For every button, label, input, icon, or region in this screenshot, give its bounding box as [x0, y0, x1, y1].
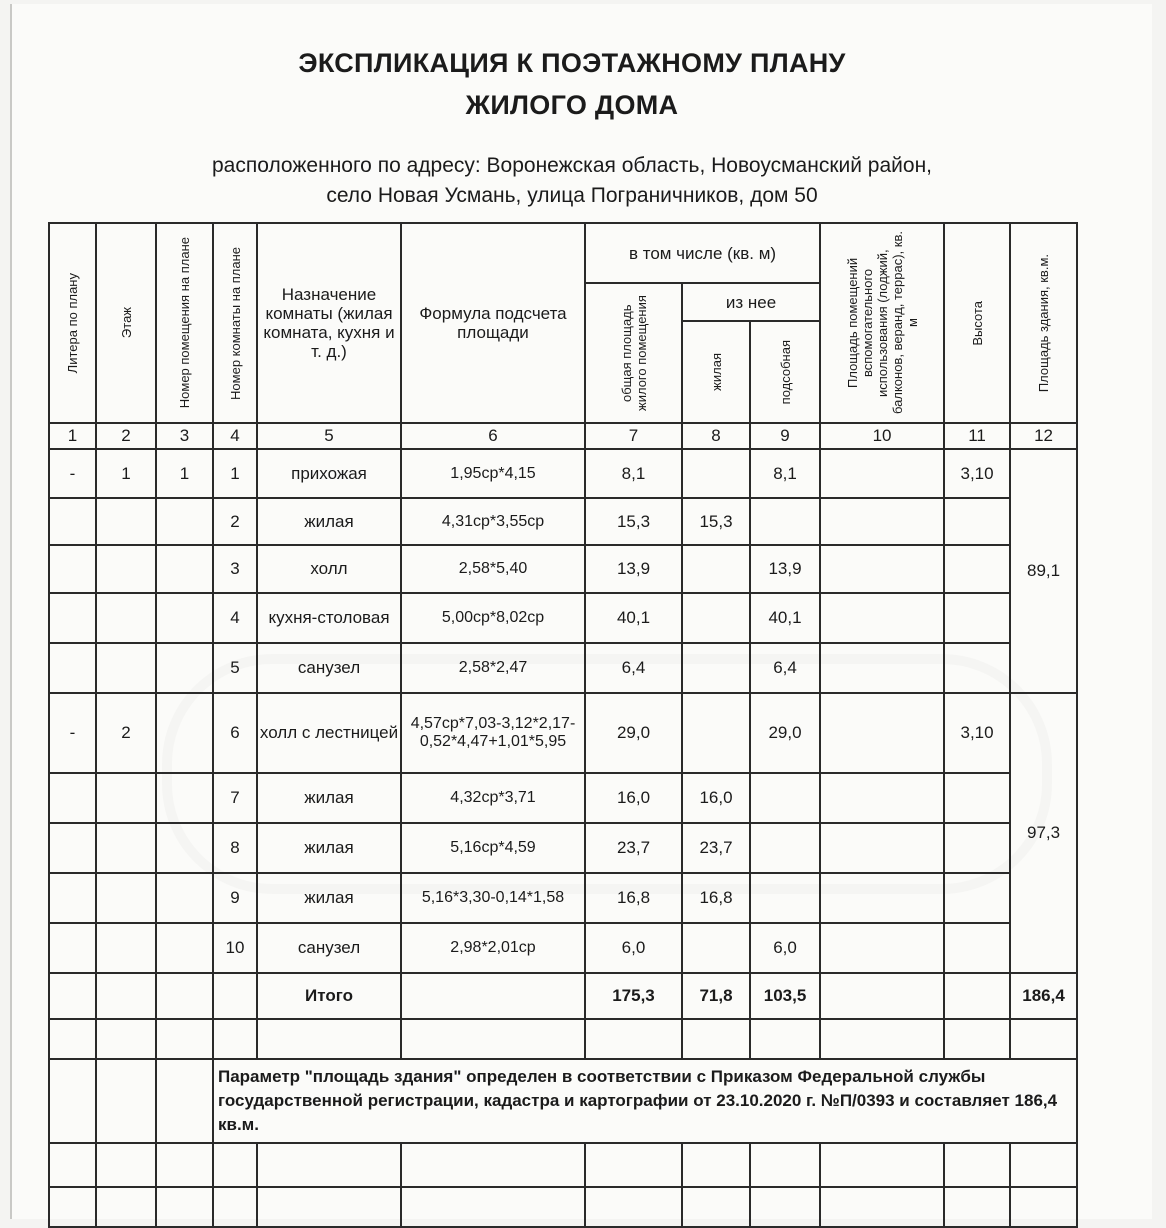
cell-aux [750, 773, 820, 823]
cell-formula: 2,58*2,47 [401, 643, 585, 693]
cell-litera [49, 643, 96, 693]
totals-empty-cell [401, 973, 585, 1019]
cell-total: 16,0 [585, 773, 682, 823]
address-line-1: расположенного по адресу: Воронежская область, Новоусманский район, [212, 154, 932, 177]
title-line-1: ЭКСПЛИКАЦИЯ К ПОЭТАЖНОМУ ПЛАНУ [298, 48, 846, 78]
cell-living [682, 593, 750, 643]
cell-room: 7 [213, 773, 257, 823]
cell-room: 3 [213, 545, 257, 593]
column-numbers-row [49, 423, 1077, 449]
empty-cell [257, 1187, 401, 1227]
empty-cell [401, 1019, 585, 1059]
cell-total: 40,1 [585, 593, 682, 643]
empty-cell [1010, 1187, 1077, 1227]
cell-room: 8 [213, 823, 257, 873]
column-number: 3 [156, 423, 213, 449]
cell-litera [49, 498, 96, 545]
cell-purpose: санузел [257, 923, 401, 973]
header-auxiliary-use: Площадь помещений вспомогательного использования (лоджий, балконов, веранд, террас), кв. м [820, 223, 944, 423]
empty-cell [820, 1187, 944, 1227]
cell-floor: 1 [96, 449, 156, 498]
empty-cell [156, 1019, 213, 1059]
table-row [49, 449, 1077, 498]
cell-purpose: жилая [257, 873, 401, 923]
cell-litera [49, 593, 96, 643]
cell-premise: 1 [156, 449, 213, 498]
empty-cell [585, 1019, 682, 1059]
totals-total: 175,3 [585, 973, 682, 1019]
header-floor: Этаж [96, 223, 156, 423]
empty-cell [156, 1187, 213, 1227]
cell-living: 15,3 [682, 498, 750, 545]
empty-cell [750, 1019, 820, 1059]
empty-row [49, 1143, 1077, 1187]
cell-building-area-floor-1: 89,1 [1010, 449, 1077, 693]
cell-living [682, 545, 750, 593]
table-row [49, 873, 1077, 923]
totals-building: 186,4 [1010, 973, 1077, 1019]
cell-floor [96, 873, 156, 923]
title-line-2: ЖИЛОГО ДОМА [465, 90, 679, 120]
cell-litera [49, 873, 96, 923]
cell-floor [96, 545, 156, 593]
column-number: 4 [213, 423, 257, 449]
header-purpose: Назначение комнаты (жилая комната, кухня и т. д.) [257, 223, 401, 423]
empty-cell [944, 1019, 1010, 1059]
cell-premise [156, 593, 213, 643]
empty-cell [944, 1187, 1010, 1227]
table-body [49, 223, 1077, 1227]
cell-litera [49, 923, 96, 973]
empty-cell [1010, 1019, 1077, 1059]
cell-room: 1 [213, 449, 257, 498]
header-living: жилая [682, 321, 750, 423]
empty-cell [682, 1019, 750, 1059]
empty-cell [585, 1143, 682, 1187]
cell-premise [156, 773, 213, 823]
cell-living [682, 449, 750, 498]
column-number: 9 [750, 423, 820, 449]
cell-room: 2 [213, 498, 257, 545]
cell-purpose: санузел [257, 643, 401, 693]
area-note: Параметр "площадь здания" определен в соответствии с Приказом Федеральной службы государственной регистрации, кадастра и картографии от 23.10.2020 г. №П/0393 и составляет 186,4 кв.м. [213, 1059, 1077, 1143]
totals-empty-cell [213, 973, 257, 1019]
table-row [49, 545, 1077, 593]
cell-premise [156, 693, 213, 773]
totals-empty-cell [49, 973, 96, 1019]
cell-purpose: прихожая [257, 449, 401, 498]
cell-total: 15,3 [585, 498, 682, 545]
cell-premise [156, 873, 213, 923]
cell-height [944, 593, 1010, 643]
cell-litera: - [49, 449, 96, 498]
empty-cell [401, 1143, 585, 1187]
totals-row [49, 973, 1077, 1019]
empty-cell [49, 1187, 96, 1227]
explication-table [48, 222, 1078, 1228]
empty-cell [585, 1187, 682, 1227]
cell-aux: 13,9 [750, 545, 820, 593]
cell-auxiliary-use [820, 693, 944, 773]
empty-cell [96, 1059, 156, 1143]
cell-auxiliary-use [820, 773, 944, 823]
note-row [49, 1059, 1077, 1143]
cell-formula: 4,57ср*7,03-3,12*2,17-0,52*4,47+1,01*5,95 [401, 693, 585, 773]
empty-cell [96, 1187, 156, 1227]
totals-label: Итого [257, 973, 401, 1019]
column-number: 7 [585, 423, 682, 449]
totals-empty-cell [944, 973, 1010, 1019]
cell-total: 13,9 [585, 545, 682, 593]
empty-cell [257, 1143, 401, 1187]
table-row [49, 923, 1077, 973]
header-incl: в том числе (кв. м) [585, 223, 820, 283]
cell-floor [96, 498, 156, 545]
cell-purpose: холл с лестницей [257, 693, 401, 773]
cell-auxiliary-use [820, 873, 944, 923]
cell-height [944, 873, 1010, 923]
document-sheet [10, 4, 1152, 1219]
header-row [49, 223, 1077, 283]
empty-cell [49, 1059, 96, 1143]
cell-premise [156, 643, 213, 693]
empty-cell [156, 1143, 213, 1187]
cell-total: 16,8 [585, 873, 682, 923]
empty-cell [820, 1019, 944, 1059]
cell-litera [49, 823, 96, 873]
empty-cell [49, 1143, 96, 1187]
cell-premise [156, 923, 213, 973]
header-formula: Формула подсчета площади [401, 223, 585, 423]
cell-auxiliary-use [820, 498, 944, 545]
cell-formula: 5,16*3,30-0,14*1,58 [401, 873, 585, 923]
cell-formula: 5,16ср*4,59 [401, 823, 585, 873]
cell-aux: 6,4 [750, 643, 820, 693]
cell-formula: 5,00ср*8,02ср [401, 593, 585, 643]
cell-floor [96, 823, 156, 873]
column-number: 11 [944, 423, 1010, 449]
totals-empty-cell [96, 973, 156, 1019]
cell-height [944, 773, 1010, 823]
table-row [49, 643, 1077, 693]
cell-height [944, 545, 1010, 593]
cell-floor [96, 593, 156, 643]
cell-total: 23,7 [585, 823, 682, 873]
totals-empty-cell [156, 973, 213, 1019]
table-row [49, 693, 1077, 773]
cell-aux: 6,0 [750, 923, 820, 973]
table-row [49, 498, 1077, 545]
table-row [49, 593, 1077, 643]
cell-auxiliary-use [820, 545, 944, 593]
cell-room: 6 [213, 693, 257, 773]
cell-living: 16,8 [682, 873, 750, 923]
cell-purpose: холл [257, 545, 401, 593]
cell-litera [49, 545, 96, 593]
column-number: 12 [1010, 423, 1077, 449]
cell-total: 8,1 [585, 449, 682, 498]
table-row [49, 823, 1077, 873]
cell-aux: 40,1 [750, 593, 820, 643]
cell-living [682, 923, 750, 973]
cell-total: 29,0 [585, 693, 682, 773]
cell-floor: 2 [96, 693, 156, 773]
cell-height [944, 923, 1010, 973]
cell-premise [156, 823, 213, 873]
empty-cell [156, 1059, 213, 1143]
cell-premise [156, 498, 213, 545]
column-number: 8 [682, 423, 750, 449]
cell-auxiliary-use [820, 923, 944, 973]
header-room-no: Номер комнаты на плане [213, 223, 257, 423]
cell-height [944, 498, 1010, 545]
cell-total: 6,4 [585, 643, 682, 693]
column-number: 5 [257, 423, 401, 449]
empty-cell [682, 1143, 750, 1187]
cell-auxiliary-use [820, 643, 944, 693]
cell-aux: 29,0 [750, 693, 820, 773]
empty-cell [944, 1143, 1010, 1187]
cell-premise [156, 545, 213, 593]
cell-living: 16,0 [682, 773, 750, 823]
header-building-area: Площадь здания, кв.м. [1010, 223, 1077, 423]
totals-aux: 103,5 [750, 973, 820, 1019]
column-number: 2 [96, 423, 156, 449]
header-total-area: общая площадь жилого помещения [585, 283, 682, 423]
empty-cell [820, 1143, 944, 1187]
empty-cell [401, 1187, 585, 1227]
cell-formula: 4,31ср*3,55ср [401, 498, 585, 545]
cell-formula: 4,32ср*3,71 [401, 773, 585, 823]
empty-row [49, 1187, 1077, 1227]
cell-floor [96, 773, 156, 823]
cell-formula: 2,98*2,01ср [401, 923, 585, 973]
cell-room: 9 [213, 873, 257, 923]
cell-auxiliary-use [820, 449, 944, 498]
cell-auxiliary-use [820, 823, 944, 873]
cell-formula: 1,95ср*4,15 [401, 449, 585, 498]
empty-cell [750, 1187, 820, 1227]
cell-auxiliary-use [820, 593, 944, 643]
cell-living: 23,7 [682, 823, 750, 873]
empty-row [49, 1019, 1077, 1059]
cell-height [944, 823, 1010, 873]
cell-aux [750, 498, 820, 545]
cell-purpose: жилая [257, 823, 401, 873]
empty-cell [1010, 1143, 1077, 1187]
cell-total: 6,0 [585, 923, 682, 973]
cell-height [944, 643, 1010, 693]
cell-room: 5 [213, 643, 257, 693]
empty-cell [682, 1187, 750, 1227]
cell-purpose: жилая [257, 773, 401, 823]
empty-cell [213, 1187, 257, 1227]
cell-room: 10 [213, 923, 257, 973]
cell-height: 3,10 [944, 449, 1010, 498]
empty-cell [49, 1019, 96, 1059]
cell-formula: 2,58*5,40 [401, 545, 585, 593]
header-of-which: из нее [682, 283, 820, 321]
empty-cell [96, 1019, 156, 1059]
cell-floor [96, 923, 156, 973]
cell-living [682, 643, 750, 693]
cell-purpose: кухня-столовая [257, 593, 401, 643]
column-number: 1 [49, 423, 96, 449]
column-number: 6 [401, 423, 585, 449]
header-litera: Литера по плану [49, 223, 96, 423]
totals-living: 71,8 [682, 973, 750, 1019]
cell-aux: 8,1 [750, 449, 820, 498]
empty-cell [213, 1143, 257, 1187]
cell-litera [49, 773, 96, 823]
cell-building-area-floor-2: 97,3 [1010, 693, 1077, 973]
header-height: Высота [944, 223, 1010, 423]
cell-litera: - [49, 693, 96, 773]
table-row [49, 773, 1077, 823]
cell-aux [750, 823, 820, 873]
cell-floor [96, 643, 156, 693]
header-aux: подсобная [750, 321, 820, 423]
cell-purpose: жилая [257, 498, 401, 545]
empty-cell [257, 1019, 401, 1059]
cell-living [682, 693, 750, 773]
cell-aux [750, 873, 820, 923]
header-premise-no: Номер помещения на плане [156, 223, 213, 423]
address-line-2: село Новая Усмань, улица Пограничников, дом 50 [326, 184, 818, 207]
totals-empty-cell [820, 973, 944, 1019]
cell-height: 3,10 [944, 693, 1010, 773]
cell-room: 4 [213, 593, 257, 643]
empty-cell [750, 1143, 820, 1187]
empty-cell [213, 1019, 257, 1059]
empty-cell [96, 1143, 156, 1187]
column-number: 10 [820, 423, 944, 449]
